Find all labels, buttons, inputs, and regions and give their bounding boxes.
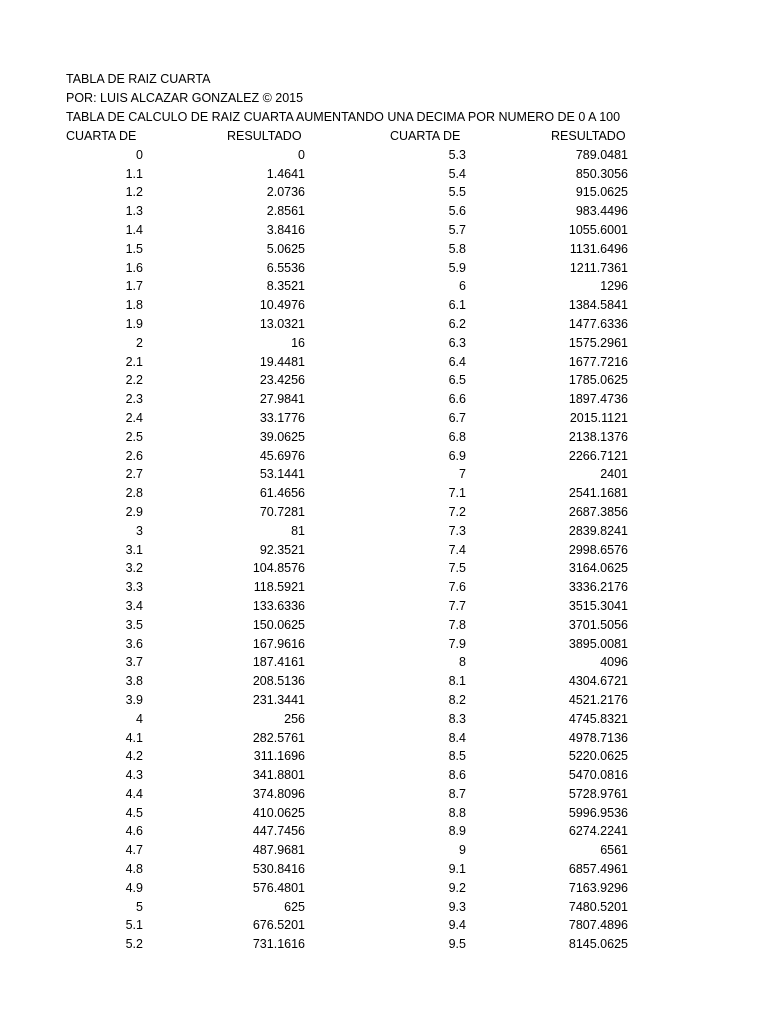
cuarta-de-left-cell: 3 [136, 523, 143, 538]
cuarta-de-left-cell: 2.5 [125, 429, 143, 444]
table-row [0, 334, 768, 353]
resultado-left-cell: 256 [284, 711, 305, 726]
column-header-cuarta-de-left: CUARTA DE [66, 129, 137, 143]
cuarta-de-right-cell: 5.5 [448, 185, 466, 200]
table-row [0, 522, 768, 541]
resultado-left-cell: 8.3521 [266, 279, 305, 294]
cuarta-de-left-cell: 3.6 [125, 636, 143, 651]
resultado-left-cell: 410.0625 [252, 805, 305, 820]
table-row [0, 916, 768, 935]
column-header-resultado-right: RESULTADO [551, 129, 626, 143]
resultado-left-cell: 45.6976 [259, 448, 305, 463]
cuarta-de-right-cell: 8.1 [448, 674, 466, 689]
resultado-right-cell: 1575.2961 [568, 335, 628, 350]
cuarta-de-right-cell: 8 [459, 655, 466, 670]
table-row [0, 390, 768, 409]
table-row [0, 183, 768, 202]
table-row [0, 202, 768, 221]
cuarta-de-left-cell: 4.9 [125, 880, 143, 895]
table-row [0, 804, 768, 823]
cuarta-de-left-cell: 1.3 [125, 204, 143, 219]
resultado-right-cell: 2401 [600, 467, 628, 482]
resultado-right-cell: 2687.3856 [568, 504, 628, 519]
resultado-left-cell: 530.8416 [252, 862, 305, 877]
resultado-left-cell: 104.8576 [252, 561, 305, 576]
table-row [0, 766, 768, 785]
cuarta-de-left-cell: 1.7 [125, 279, 143, 294]
cuarta-de-left-cell: 3.8 [125, 674, 143, 689]
cuarta-de-left-cell: 1.6 [125, 260, 143, 275]
cuarta-de-right-cell: 8.4 [448, 730, 466, 745]
cuarta-de-right-cell: 9.5 [448, 937, 466, 952]
column-header-resultado-left: RESULTADO [227, 129, 302, 143]
column-header-cuarta-de-right: CUARTA DE [390, 129, 461, 143]
table-row [0, 296, 768, 315]
table-row [0, 785, 768, 804]
cuarta-de-right-cell: 6.9 [448, 448, 466, 463]
cuarta-de-right-cell: 7.2 [448, 504, 466, 519]
resultado-left-cell: 311.1696 [253, 749, 305, 764]
cuarta-de-right-cell: 6.5 [448, 373, 466, 388]
resultado-right-cell: 1296 [600, 279, 628, 294]
cuarta-de-right-cell: 6.2 [448, 316, 466, 331]
cuarta-de-left-cell: 3.7 [125, 655, 143, 670]
cuarta-de-right-cell: 6.6 [448, 392, 466, 407]
resultado-right-cell: 2541.1681 [568, 486, 628, 501]
cuarta-de-left-cell: 2.9 [125, 504, 143, 519]
resultado-left-cell: 447.7456 [252, 824, 305, 839]
resultado-right-cell: 6274.2241 [568, 824, 628, 839]
cuarta-de-right-cell: 9.4 [448, 918, 466, 933]
cuarta-de-right-cell: 6.8 [448, 429, 466, 444]
resultado-left-cell: 341.8801 [252, 768, 305, 783]
resultado-left-cell: 81 [291, 523, 305, 538]
table-header-row [0, 127, 768, 146]
resultado-left-cell: 167.9616 [252, 636, 305, 651]
table-row [0, 822, 768, 841]
cuarta-de-left-cell: 2.7 [125, 467, 143, 482]
cuarta-de-left-cell: 3.2 [125, 561, 143, 576]
cuarta-de-left-cell: 2.6 [125, 448, 143, 463]
resultado-left-cell: 374.8096 [252, 786, 305, 801]
cuarta-de-right-cell: 7.9 [448, 636, 466, 651]
resultado-right-cell: 4745.8321 [568, 711, 628, 726]
cuarta-de-right-cell: 8.5 [448, 749, 466, 764]
resultado-left-cell: 70.7281 [259, 504, 305, 519]
table-row [0, 221, 768, 240]
resultado-right-cell: 3701.5056 [568, 617, 628, 632]
resultado-right-cell: 4521.2176 [568, 692, 628, 707]
cuarta-de-right-cell: 7.4 [448, 542, 466, 557]
resultado-left-cell: 731.1616 [252, 937, 305, 952]
resultado-right-cell: 2266.7121 [568, 448, 628, 463]
resultado-left-cell: 5.0625 [266, 241, 305, 256]
resultado-right-cell: 1897.4736 [568, 392, 628, 407]
cuarta-de-right-cell: 6 [459, 279, 466, 294]
resultado-right-cell: 4304.6721 [568, 674, 628, 689]
resultado-right-cell: 850.3056 [575, 166, 628, 181]
table-row [0, 747, 768, 766]
cuarta-de-right-cell: 6.1 [448, 298, 466, 313]
table-row [0, 578, 768, 597]
resultado-left-cell: 16 [291, 335, 305, 350]
resultado-right-cell: 7163.9296 [568, 880, 628, 895]
table-row [0, 541, 768, 560]
cuarta-de-right-cell: 8.7 [448, 786, 466, 801]
resultado-right-cell: 4096 [600, 655, 628, 670]
resultado-right-cell: 1055.6001 [568, 222, 628, 237]
cuarta-de-left-cell: 3.9 [125, 692, 143, 707]
resultado-left-cell: 208.5136 [252, 674, 305, 689]
cuarta-de-left-cell: 2.2 [125, 373, 143, 388]
cuarta-de-right-cell: 5.3 [448, 147, 466, 162]
cuarta-de-left-cell: 0 [136, 147, 143, 162]
resultado-right-cell: 3895.0081 [568, 636, 628, 651]
cuarta-de-left-cell: 3.4 [125, 598, 143, 613]
cuarta-de-right-cell: 8.3 [448, 711, 466, 726]
document-subtitle: TABLA DE CALCULO DE RAIZ CUARTA AUMENTANDO UNA DECIMA POR NUMERO DE 0 A 100 [66, 110, 621, 124]
cuarta-de-right-cell: 9.1 [448, 862, 466, 877]
resultado-right-cell: 2138.1376 [568, 429, 628, 444]
resultado-right-cell: 3164.0625 [568, 561, 628, 576]
resultado-left-cell: 92.3521 [259, 542, 305, 557]
cuarta-de-right-cell: 5.7 [448, 222, 466, 237]
cuarta-de-left-cell: 4.5 [125, 805, 143, 820]
document-title: TABLA DE RAIZ CUARTA [66, 72, 211, 86]
resultado-right-cell: 6857.4961 [568, 862, 628, 877]
cuarta-de-left-cell: 2 [136, 335, 143, 350]
resultado-left-cell: 133.6336 [252, 598, 305, 613]
resultado-right-cell: 1785.0625 [568, 373, 628, 388]
cuarta-de-left-cell: 1.8 [125, 298, 143, 313]
cuarta-de-right-cell: 7 [459, 467, 466, 482]
cuarta-de-left-cell: 4.2 [125, 749, 143, 764]
cuarta-de-right-cell: 7.1 [448, 486, 466, 501]
cuarta-de-left-cell: 3.3 [125, 580, 143, 595]
document-author: POR: LUIS ALCAZAR GONZALEZ © 2015 [66, 91, 304, 105]
table-row [0, 635, 768, 654]
resultado-left-cell: 625 [284, 899, 305, 914]
table-row [0, 879, 768, 898]
cuarta-de-left-cell: 1.9 [125, 316, 143, 331]
table-row [0, 447, 768, 466]
resultado-left-cell: 6.5536 [266, 260, 305, 275]
table-row [0, 653, 768, 672]
resultado-left-cell: 2.0736 [266, 185, 305, 200]
resultado-left-cell: 19.4481 [259, 354, 305, 369]
resultado-right-cell: 5220.0625 [568, 749, 628, 764]
cuarta-de-left-cell: 5.1 [125, 918, 143, 933]
cuarta-de-right-cell: 7.7 [448, 598, 466, 613]
cuarta-de-right-cell: 7.8 [448, 617, 466, 632]
cuarta-de-right-cell: 6.4 [448, 354, 466, 369]
resultado-right-cell: 983.4496 [575, 204, 628, 219]
cuarta-de-right-cell: 8.2 [448, 692, 466, 707]
table-row [0, 277, 768, 296]
resultado-right-cell: 1131.6496 [569, 241, 628, 256]
resultado-right-cell: 4978.7136 [568, 730, 628, 745]
cuarta-de-right-cell: 5.8 [448, 241, 466, 256]
resultado-left-cell: 0 [298, 147, 305, 162]
cuarta-de-left-cell: 4.6 [125, 824, 143, 839]
cuarta-de-left-cell: 4.7 [125, 843, 143, 858]
resultado-left-cell: 61.4656 [259, 486, 305, 501]
table-row [0, 353, 768, 372]
resultado-left-cell: 39.0625 [259, 429, 305, 444]
table-body [0, 146, 768, 954]
cuarta-de-left-cell: 1.2 [125, 185, 143, 200]
cuarta-de-left-cell: 1.1 [125, 166, 143, 181]
resultado-right-cell: 3336.2176 [568, 580, 628, 595]
resultado-right-cell: 2998.6576 [568, 542, 628, 557]
resultado-right-cell: 1677.7216 [568, 354, 628, 369]
cuarta-de-right-cell: 9.3 [448, 899, 466, 914]
table-row [0, 409, 768, 428]
cuarta-de-right-cell: 7.3 [448, 523, 466, 538]
cuarta-de-right-cell: 5.4 [448, 166, 466, 181]
cuarta-de-right-cell: 8.9 [448, 824, 466, 839]
cuarta-de-left-cell: 2.3 [125, 392, 143, 407]
resultado-left-cell: 13.0321 [259, 316, 305, 331]
resultado-right-cell: 7807.4896 [568, 918, 628, 933]
table-row [0, 465, 768, 484]
cuarta-de-right-cell: 7.5 [448, 561, 466, 576]
resultado-right-cell: 6561 [600, 843, 628, 858]
table-row [0, 146, 768, 165]
table-row [0, 559, 768, 578]
cuarta-de-right-cell: 8.8 [448, 805, 466, 820]
resultado-left-cell: 23.4256 [259, 373, 305, 388]
resultado-left-cell: 3.8416 [266, 222, 305, 237]
cuarta-de-left-cell: 3.5 [125, 617, 143, 632]
resultado-right-cell: 7480.5201 [568, 899, 628, 914]
table-row [0, 371, 768, 390]
cuarta-de-left-cell: 4.8 [125, 862, 143, 877]
cuarta-de-left-cell: 1.5 [125, 241, 143, 256]
resultado-right-cell: 5996.9536 [568, 805, 628, 820]
resultado-right-cell: 1384.5841 [568, 298, 628, 313]
cuarta-de-right-cell: 8.6 [448, 768, 466, 783]
table-row [0, 935, 768, 954]
resultado-right-cell: 915.0625 [575, 185, 628, 200]
resultado-left-cell: 231.3441 [252, 692, 305, 707]
resultado-left-cell: 2.8561 [266, 204, 305, 219]
resultado-right-cell: 789.0481 [575, 147, 628, 162]
cuarta-de-left-cell: 4.4 [125, 786, 143, 801]
resultado-left-cell: 487.9681 [252, 843, 305, 858]
table-row [0, 315, 768, 334]
table-row [0, 691, 768, 710]
resultado-left-cell: 53.1441 [259, 467, 305, 482]
resultado-right-cell: 2015.1121 [569, 410, 628, 425]
resultado-right-cell: 1477.6336 [568, 316, 628, 331]
table-row [0, 616, 768, 635]
resultado-right-cell: 8145.0625 [568, 937, 628, 952]
fourth-power-table [0, 127, 768, 954]
cuarta-de-right-cell: 9 [459, 843, 466, 858]
cuarta-de-left-cell: 2.8 [125, 486, 143, 501]
table-row [0, 841, 768, 860]
table-row [0, 597, 768, 616]
cuarta-de-right-cell: 6.3 [448, 335, 466, 350]
resultado-left-cell: 150.0625 [252, 617, 305, 632]
cuarta-de-left-cell: 5.2 [125, 937, 143, 952]
resultado-left-cell: 187.4161 [252, 655, 305, 670]
resultado-left-cell: 1.4641 [266, 166, 305, 181]
table-row [0, 729, 768, 748]
resultado-right-cell: 5728.9761 [568, 786, 628, 801]
resultado-left-cell: 576.4801 [252, 880, 305, 895]
table-row [0, 672, 768, 691]
cuarta-de-right-cell: 5.6 [448, 204, 466, 219]
resultado-left-cell: 27.9841 [259, 392, 305, 407]
resultado-left-cell: 118.5921 [253, 580, 305, 595]
cuarta-de-left-cell: 3.1 [125, 542, 143, 557]
cuarta-de-right-cell: 7.6 [448, 580, 466, 595]
resultado-right-cell: 1211.7361 [569, 260, 628, 275]
cuarta-de-right-cell: 9.2 [448, 880, 466, 895]
resultado-left-cell: 282.5761 [252, 730, 305, 745]
resultado-left-cell: 10.4976 [259, 298, 305, 313]
cuarta-de-left-cell: 1.4 [125, 222, 143, 237]
table-row [0, 898, 768, 917]
table-row [0, 484, 768, 503]
cuarta-de-left-cell: 4 [136, 711, 143, 726]
resultado-left-cell: 33.1776 [259, 410, 305, 425]
resultado-right-cell: 5470.0816 [568, 768, 628, 783]
resultado-left-cell: 676.5201 [252, 918, 305, 933]
table-row [0, 428, 768, 447]
table-row [0, 165, 768, 184]
cuarta-de-left-cell: 4.3 [125, 768, 143, 783]
table-row [0, 503, 768, 522]
cuarta-de-right-cell: 5.9 [448, 260, 466, 275]
cuarta-de-left-cell: 5 [136, 899, 143, 914]
table-row [0, 860, 768, 879]
cuarta-de-left-cell: 2.1 [125, 354, 143, 369]
resultado-right-cell: 3515.3041 [568, 598, 628, 613]
cuarta-de-right-cell: 6.7 [448, 410, 466, 425]
table-row [0, 259, 768, 278]
cuarta-de-left-cell: 2.4 [125, 410, 143, 425]
cuarta-de-left-cell: 4.1 [125, 730, 143, 745]
resultado-right-cell: 2839.8241 [568, 523, 628, 538]
table-row [0, 710, 768, 729]
table-row [0, 240, 768, 259]
